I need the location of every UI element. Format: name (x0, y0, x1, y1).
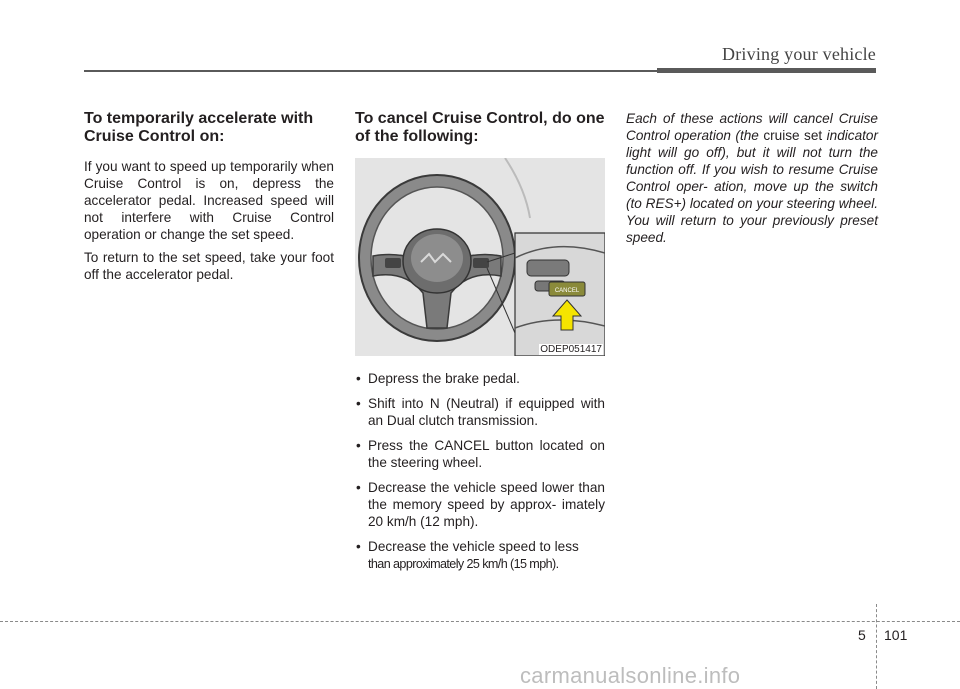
column-cancel (355, 110, 605, 581)
list-item: • Depress the brake pedal. (355, 370, 605, 387)
steering-wheel-figure (355, 158, 605, 356)
list-item-line-1: Decrease the vehicle speed to less (368, 539, 579, 554)
accelerate-paragraph-2: To return to the set speed, take your foot off the accelerator pedal. (84, 250, 334, 282)
svg-text:CANCEL: CANCEL (554, 288, 580, 294)
accelerate-heading: To temporarily accelerate with Cruise Control on: (84, 110, 314, 145)
cancel-heading: To cancel Cruise Control, do one of the following: (355, 110, 605, 145)
footer-rule (0, 621, 960, 622)
figure-code: ODEP051417 (540, 344, 602, 355)
list-item: • Shift into N (Neutral) if equipped with an Dual clutch transmission. (355, 395, 605, 429)
watermark: carmanualsonline.info (520, 663, 741, 688)
column-note (626, 110, 878, 252)
footer-vertical-rule (876, 604, 877, 689)
column-accelerate (84, 110, 334, 289)
header-rule-thick (657, 68, 876, 73)
accelerate-paragraph-1: If you want to speed up temporarily when Cruise Control is on, depress the accelerator pedal. Increased speed will not interfere with Cruise Control operation or change the set speed. (84, 159, 334, 242)
note-part-1: Each of these actions will cancel Cruise Control operation (the (626, 111, 878, 143)
chapter-number: 5 (858, 627, 866, 643)
list-item: • Press the CANCEL button located on the steering wheel. (355, 437, 605, 471)
page-header-title: Driving your vehicle (722, 44, 876, 64)
note-part-2: indicator light will go off), but it will not turn the function off. If you wish to resume Cruise Control oper- ation, move up the switch (to RES+) located on your steering wheel. You will return to your previously preset speed. (626, 128, 879, 245)
note-upright: cruise set (763, 128, 823, 143)
steering-wheel-illustration (355, 158, 605, 356)
list-item: • Decrease the vehicle speed lower than the memory speed by approx- imately 20 km/h (12 mph). (355, 479, 605, 530)
cancel-methods-list (355, 370, 605, 573)
list-item (355, 538, 605, 573)
list-item-line-2: than approximately 25 km/h (15 mph). (368, 557, 559, 571)
cancel-note (626, 110, 878, 246)
page-number: 101 (884, 627, 908, 643)
